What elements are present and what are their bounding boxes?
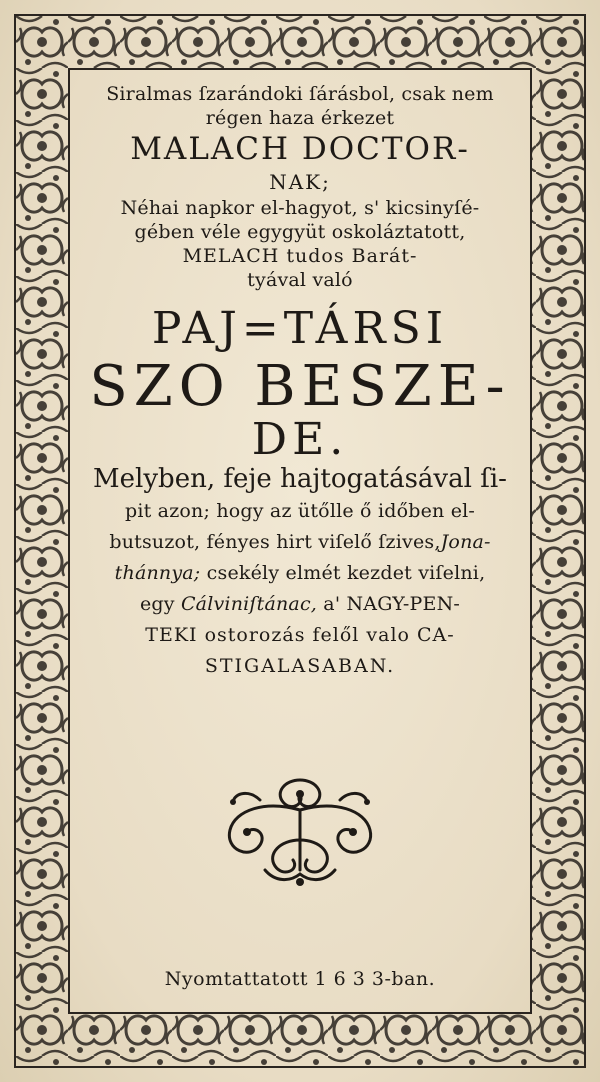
title-line-6: gében véle egygyüt oskoláztatott,	[134, 221, 466, 243]
body-line-4	[74, 558, 526, 589]
body-line-1: Melyben, feje hajtogatásával ſi-	[93, 464, 507, 494]
title-line-5: Néhai napkor el-hagyot, s' kicsinyſé-	[120, 197, 480, 219]
body-line-5a: egy	[139, 593, 181, 615]
title-line-9: PAJ=TÁRSI	[151, 303, 449, 354]
imprint-line: Nyomtattatott 1 6 3 3-ban.	[164, 968, 436, 990]
title-line-1: Siralmas ſzarándoki ſárásbol, csak nem	[106, 83, 494, 105]
title-line-7: MELACH tudos Barát-	[182, 245, 418, 267]
body-line-2: pit azon; hogy az ütőlle ő időben el-	[124, 500, 476, 522]
title-line-8: tyával való	[247, 269, 353, 291]
title-line-4: NAK;	[269, 170, 331, 194]
title-text-block	[74, 82, 526, 682]
body-line-3a: butsuzot, fényes hirt viſelő ſzives,	[109, 531, 441, 553]
body-line-7: STIGALASABAN.	[204, 655, 396, 677]
title-line-2: régen haza érkezet	[205, 107, 395, 129]
body-line-4a: thánnya;	[114, 562, 201, 584]
body-line-5c: a' NAGY-PEN-	[317, 593, 461, 615]
body-line-5	[74, 589, 526, 620]
body-line-3	[74, 527, 526, 558]
body-line-6: TEKI ostorozás felől valo CA-	[145, 624, 455, 646]
body-line-4b: csekély elmét kezdet viſelni,	[200, 562, 486, 584]
title-line-11: DE.	[251, 414, 349, 465]
fleuron-ornament	[205, 770, 395, 890]
title-line-3: MALACH DOCTOR-	[130, 131, 470, 167]
body-line-3b: Jona-	[440, 531, 491, 553]
body-line-5b: Cálviniſtánac,	[180, 593, 318, 615]
title-line-10: SZO BESZE-	[89, 354, 511, 419]
